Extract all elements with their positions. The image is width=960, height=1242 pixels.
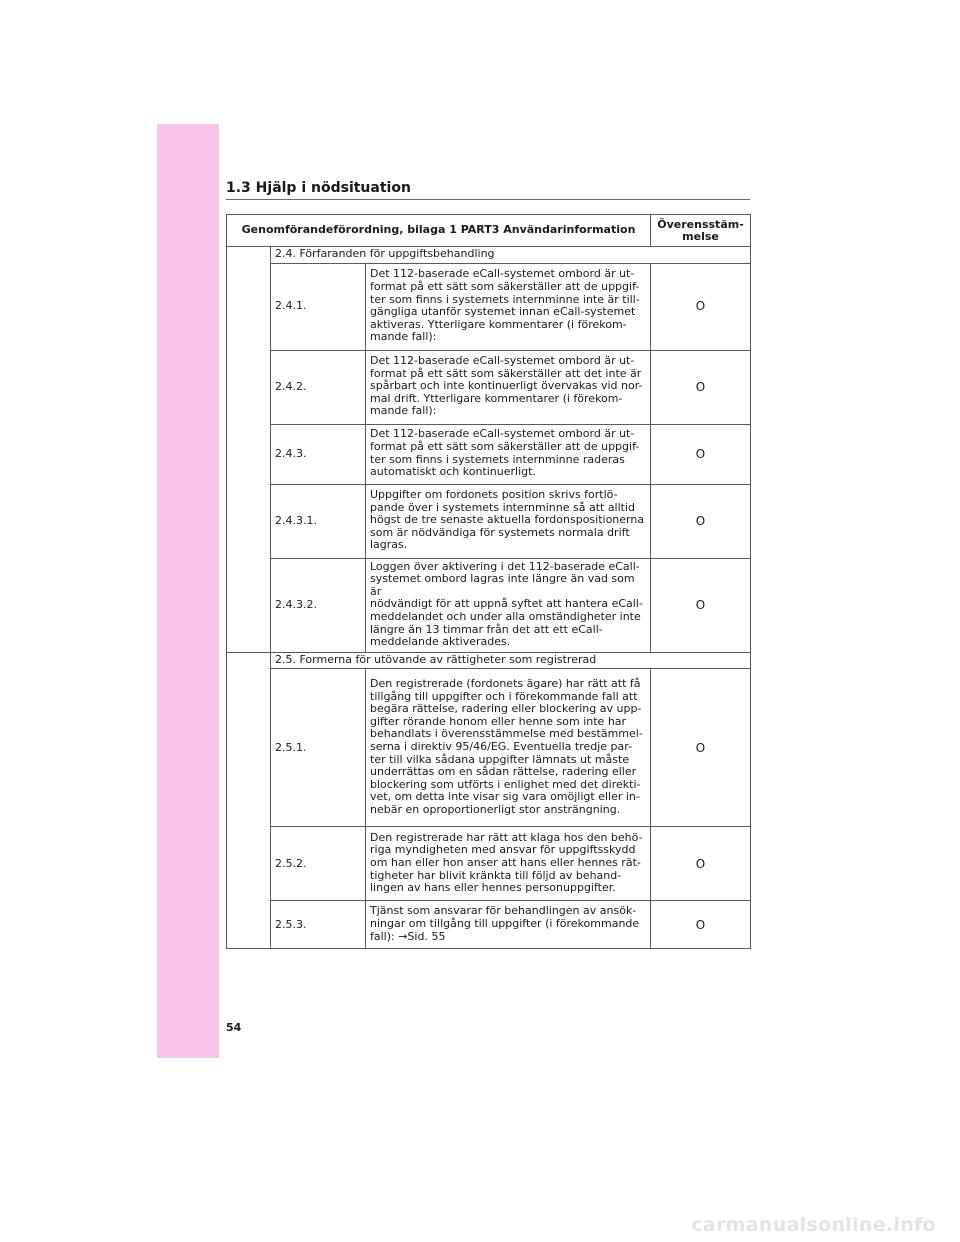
- header-regulation: Genomförandeförordning, bilaga 1 PART3 Användarinformation: [227, 215, 651, 247]
- user-information-table: [226, 214, 751, 949]
- table-clause-text: Loggen över aktivering i det 112-baserade eCall- systemet ombord lagras inte längre än vad som är nödvändigt för att uppnå syftet att hantera eCall- meddelandet och under alla omständigheter inte längre än 13 timmar från det att ett eCall- meddelande aktiverades.: [366, 558, 651, 652]
- table-clause-text: Tjänst som ansvarar för behandlingen av ansök- ningar om tillgång till uppgifter (i förekommande fall): →Sid. 55: [366, 901, 651, 949]
- table-clause-text: Den registrerade (fordonets ägare) har rätt att få tillgång till uppgifter och i förekommande fall att begära rättelse, radering eller blockering av upp- gifter rörande honom eller henne som inte har behandlats i överensstämmelse med bestämmel- serna i direktiv 95/46/EG. Eventuella tredje par- ter till vilka sådana uppgifter lämnats ut måste underrättas om en sådan rättelse, radering eller blockering som utförts i enlighet med det direkti- vet, om detta inte visar sig vara omöjligt eller in- nebär en oproportionerligt stor ansträngning.: [366, 669, 651, 827]
- table-row: [227, 669, 751, 827]
- table-clause-text: Det 112-baserade eCall-systemet ombord är ut- format på ett sätt som säkerställer att det inte är spårbart och inte kontinuerligt övervakas vid nor- mal drift. Ytterligare kommentarer (i förekom- mande fall):: [366, 350, 651, 424]
- watermark-logo: carmanualsonline.info: [691, 1214, 936, 1236]
- table-clause-text: Det 112-baserade eCall-systemet ombord är ut- format på ett sätt som säkerställer att de uppgif- ter som finns i systemets internminne inte är till- gängliga utanför systemet innan eCall-systemet aktiveras. Ytterligare kommentarer (i förekom- mande fall):: [366, 263, 651, 350]
- table-section-title: 2.5. Formerna för utövande av rättigheter som registrerad: [271, 652, 751, 669]
- table-clause-number: 2.4.3.: [271, 424, 366, 484]
- header-compliance: Överensstäm- melse: [651, 215, 751, 247]
- table-clause-text: Det 112-baserade eCall-systemet ombord är ut- format på ett sätt som säkerställer att de uppgif- ter som finns i systemets internminne raderas automatiskt och kontinuerligt.: [366, 424, 651, 484]
- table-row: [227, 424, 751, 484]
- table-clause-number: 2.5.3.: [271, 901, 366, 949]
- table-compliance-mark: O: [651, 484, 751, 558]
- table-clause-text: Uppgifter om fordonets position skrivs fortlö- pande över i systemets internminne så att alltid högst de tre senaste aktuella fordonspositionerna som är nödvändiga för systemets normala drift lagras.: [366, 484, 651, 558]
- table-section-row: [227, 652, 751, 669]
- table-clause-number: 2.5.1.: [271, 669, 366, 827]
- table-clause-text: Den registrerade har rätt att klaga hos den behö- riga myndigheten med ansvar för uppgiftsskydd om han eller hon anser att hans eller hennes rät- tigheter har blivit kränkta till följd av behand- lingen av hans eller hennes personuppgifter.: [366, 827, 651, 901]
- table-row: [227, 263, 751, 350]
- chapter-side-tab: [157, 124, 219, 1058]
- table-row: [227, 558, 751, 652]
- table-compliance-mark: O: [651, 263, 751, 350]
- table-spacer-cell: [227, 652, 271, 949]
- table-clause-number: 2.4.1.: [271, 263, 366, 350]
- table-row: [227, 901, 751, 949]
- table-spacer-cell: [227, 247, 271, 653]
- section-divider: [226, 199, 750, 200]
- page-number: 54: [226, 1021, 242, 1034]
- table-section-title: 2.4. Förfaranden för uppgiftsbehandling: [271, 247, 751, 264]
- section-title: 1.3 Hjälp i nödsituation: [226, 180, 411, 196]
- table-row: [227, 484, 751, 558]
- table-clause-number: 2.4.2.: [271, 350, 366, 424]
- table-clause-number: 2.5.2.: [271, 827, 366, 901]
- table-compliance-mark: O: [651, 901, 751, 949]
- table-row: [227, 350, 751, 424]
- table-clause-number: 2.4.3.2.: [271, 558, 366, 652]
- table-row: [227, 827, 751, 901]
- table-clause-number: 2.4.3.1.: [271, 484, 366, 558]
- table-compliance-mark: O: [651, 827, 751, 901]
- table-section-row: [227, 247, 751, 264]
- table-compliance-mark: O: [651, 424, 751, 484]
- table-compliance-mark: O: [651, 669, 751, 827]
- table-compliance-mark: O: [651, 558, 751, 652]
- table-compliance-mark: O: [651, 350, 751, 424]
